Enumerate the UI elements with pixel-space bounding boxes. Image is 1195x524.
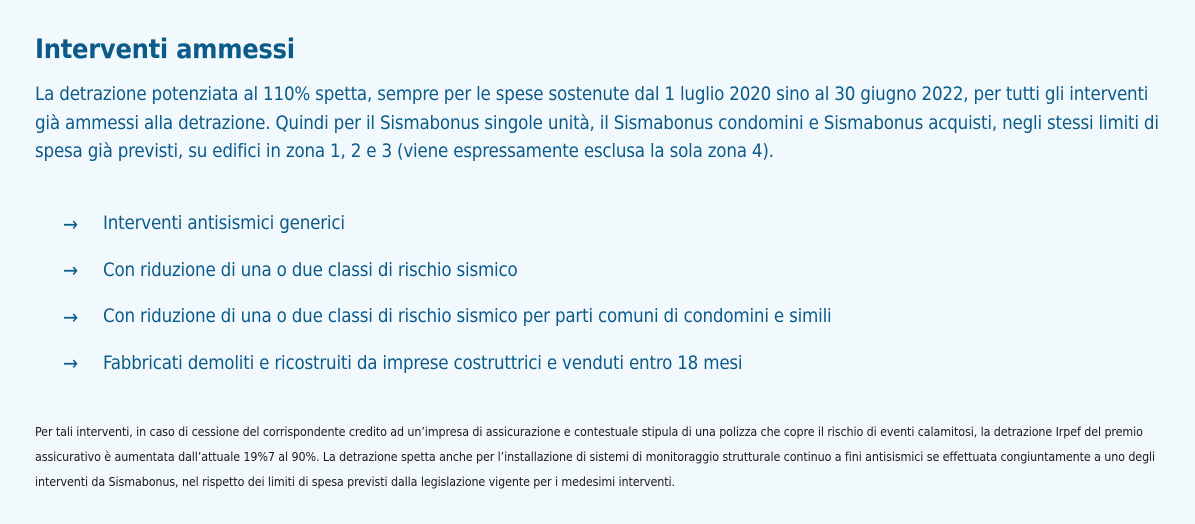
intro-paragraph: La detrazione potenziata al 110% spetta, sempre per le spese sostenute dal 1 luglio 2020 sino al 30 giugno 2022, per tutti gli interventi già ammessi alla detrazione. Quindi per il Sismabonus singole unità, il Sismabonus condomini e Sismabonus acquisti, negli stessi limiti di spesa già previsti, su edifici in zona 1, 2 e 3 (viene espressamente esclusa la sola zona 4). bbox=[35, 84, 1159, 162]
section-title: Interventi ammessi bbox=[35, 34, 295, 65]
footnote-paragraph: Per tali interventi, in caso di cessione del corrispondente credito ad un’impresa di assicurazione e contestuale stipula di una polizza che copre il rischio di eventi calamitosi, la detrazione Irpef del premio assicurativo è aumentata dall’attuale 19%7 al 90%. La detrazione spetta anche per l’installazione di sistemi di monitoraggio strutturale continuo a fini antisismici se effettuata congiuntamente a uno degli interventi da Sismabonus, nel rispetto dei limiti di spesa previsti dalla legislazione vigente per i medesimi interventi. bbox=[35, 423, 1156, 489]
interventions-list bbox=[63, 201, 1170, 387]
arrow-right-icon: → bbox=[63, 304, 78, 329]
list-item-label: Fabbricati demoliti e ricostruiti da imprese costruttrici e venduti entro 18 mesi bbox=[103, 352, 743, 374]
list-item bbox=[63, 340, 1170, 387]
list-item bbox=[63, 294, 1170, 341]
list-item-label: Con riduzione di una o due classi di rischio sismico per parti comuni di condomini e simili bbox=[103, 306, 832, 328]
arrow-right-icon: → bbox=[63, 211, 78, 236]
arrow-right-icon: → bbox=[63, 351, 78, 376]
arrow-right-icon: → bbox=[63, 258, 78, 283]
list-item bbox=[63, 201, 1170, 248]
interventi-section bbox=[35, 32, 1170, 494]
list-item-label: Interventi antisismici generici bbox=[103, 213, 345, 235]
list-item-label: Con riduzione di una o due classi di rischio sismico bbox=[103, 259, 518, 281]
list-item bbox=[63, 247, 1170, 294]
